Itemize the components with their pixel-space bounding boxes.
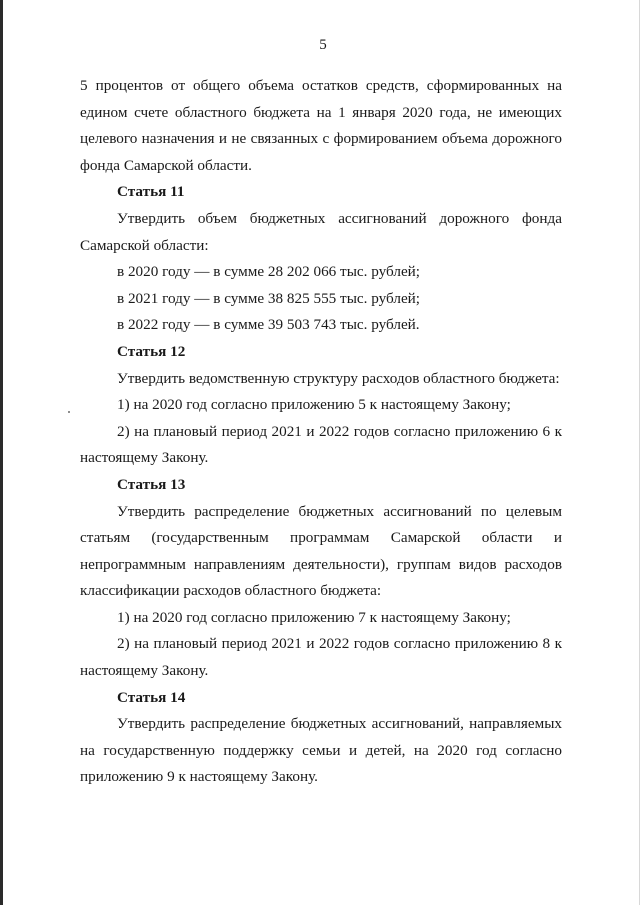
article-11-heading: Статья 11 xyxy=(117,183,185,201)
article-14-heading: Статья 14 xyxy=(117,688,186,706)
article-12-heading: Статья 12 xyxy=(117,342,186,360)
article-13-item-2: 2) на плановый период 2021 и 2022 годов согласно приложению 8 к настоящему Закону. xyxy=(80,635,562,680)
article-13-text: Утвердить распределение бюджетных ассигнований по целевым статьям (государственным программам Самарской области и непрограммным направлениям деятельности), группам видов расходов классификации расходов областного бюджета: xyxy=(80,502,562,600)
article-12-text: Утвердить ведомственную структуру расходов областного бюджета: xyxy=(117,369,560,387)
article-11-item-2020: в 2020 году — в сумме 28 202 066 тыс. рублей; xyxy=(117,263,421,281)
page-number: 5 xyxy=(319,37,327,53)
article-13-heading: Статья 13 xyxy=(117,475,186,493)
article-11-item-2022: в 2022 году — в сумме 39 503 743 тыс. рублей. xyxy=(117,316,420,334)
article-13-item-1: 1) на 2020 год согласно приложению 7 к настоящему Закону; xyxy=(117,608,511,626)
article-11-text: Утвердить объем бюджетных ассигнований дорожного фонда Самарской области: xyxy=(80,209,562,254)
document-body xyxy=(80,73,562,791)
article-12-item-1: 1) на 2020 год согласно приложению 5 к настоящему Закону; xyxy=(117,396,511,414)
article-14-text: Утвердить распределение бюджетных ассигнований, направляемых на государственную поддержку семьи и детей, на 2020 год согласно приложению 9 к настоящему Закону. xyxy=(80,715,562,786)
scan-speck xyxy=(68,411,70,413)
article-12-item-2: 2) на плановый период 2021 и 2022 годов согласно приложению 6 к настоящему Закону. xyxy=(80,422,562,467)
intro-paragraph: 5 процентов от общего объема остатков средств, сформированных на едином счете областного бюджета на 1 января 2020 года, не имеющих целевого назначения и не связанных с формированием объема дорожного фонда Самарской области. xyxy=(80,77,562,174)
article-11-item-2021: в 2021 году — в сумме 38 825 555 тыс. рублей; xyxy=(117,289,421,307)
